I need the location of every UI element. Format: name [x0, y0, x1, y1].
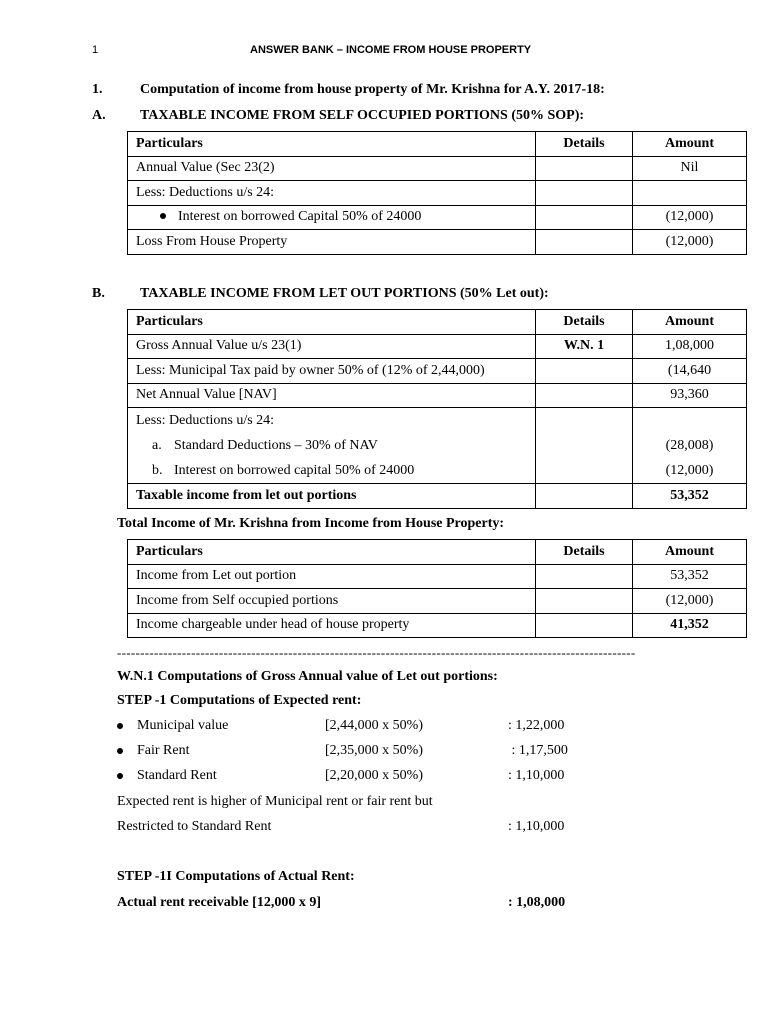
row-amount: (12,000)	[633, 205, 747, 230]
deduction-marker: b.	[152, 463, 163, 478]
list-item	[117, 743, 717, 759]
table-header-row	[128, 540, 747, 565]
row-particulars: Net Annual Value [NAV]	[128, 383, 536, 408]
deductions-label: Less: Deductions u/s 24:	[136, 413, 275, 428]
row-particulars: Income from Let out portion	[128, 564, 536, 589]
row-particulars: Income from Self occupied portions	[128, 589, 536, 614]
note-line-2: Restricted to Standard Rent	[117, 819, 272, 834]
item-calc: [2,35,000 x 50%)	[325, 743, 423, 758]
bullet-icon	[117, 748, 123, 754]
deduction-item	[136, 458, 527, 483]
item-label: Fair Rent	[137, 743, 190, 758]
divider-line: ----------------------------------------------------------------------------------------------------------------	[117, 645, 636, 660]
section-b-title: TAXABLE INCOME FROM LET OUT PORTIONS (50% Let out):	[140, 286, 549, 301]
header-details: Details	[536, 310, 633, 335]
row-amount: 53,352	[633, 564, 747, 589]
page-header	[0, 44, 768, 60]
actual-rent-label: Actual rent receivable [12,000 x 9]	[117, 895, 321, 910]
row-particulars-text: Interest on borrowed Capital 50% of 24000	[178, 209, 422, 225]
row-details	[536, 613, 633, 638]
row-details	[536, 484, 633, 509]
let-out-table	[127, 309, 747, 509]
row-details	[536, 181, 633, 206]
bullet-icon	[160, 213, 166, 219]
header-particulars: Particulars	[128, 540, 536, 565]
table-row	[128, 613, 747, 638]
row-particulars: Loss From House Property	[128, 230, 536, 255]
row-particulars: Income chargeable under head of house property	[128, 613, 536, 638]
row-particulars	[128, 205, 536, 230]
total-income-title: Total Income of Mr. Krishna from Income from House Property:	[117, 516, 505, 531]
page-number: 1	[92, 44, 99, 56]
item-value: : 1,17,500	[508, 743, 568, 758]
header-amount: Amount	[633, 540, 747, 565]
row-details	[536, 383, 633, 408]
table-row	[128, 359, 747, 384]
row-amount: 1,08,000	[633, 334, 747, 359]
table-row	[128, 334, 747, 359]
section-a-title: TAXABLE INCOME FROM SELF OCCUPIED PORTIONS (50% SOP):	[140, 108, 585, 123]
deduction-amount: (28,008)	[665, 438, 714, 453]
item-calc: [2,44,000 x 50%)	[325, 718, 423, 733]
item-value: : 1,10,000	[508, 768, 565, 783]
row-details: W.N. 1	[536, 334, 633, 359]
bullet-icon	[117, 773, 123, 779]
note-line-1: Expected rent is higher of Municipal rent or fair rent but	[117, 794, 433, 809]
question-number: 1.	[92, 82, 103, 97]
note-value: : 1,10,000	[508, 819, 565, 834]
row-details	[536, 564, 633, 589]
row-details	[536, 156, 633, 181]
deduction-text: Interest on borrowed capital 50% of 24000	[174, 463, 415, 478]
row-particulars: Gross Annual Value u/s 23(1)	[128, 334, 536, 359]
row-details	[536, 205, 633, 230]
deduction-marker: a.	[152, 438, 162, 453]
header-particulars: Particulars	[128, 132, 536, 157]
row-particulars: Less: Deductions u/s 24:	[128, 181, 536, 206]
row-amount	[633, 408, 747, 484]
row-amount: (14,640	[633, 359, 747, 384]
row-particulars: Less: Municipal Tax paid by owner 50% of (12% of 2,44,000)	[128, 359, 536, 384]
wn1-title: W.N.1 Computations of Gross Annual value of Let out portions:	[117, 669, 498, 684]
deduction-text: Standard Deductions – 30% of NAV	[174, 438, 378, 453]
header-amount: Amount	[633, 310, 747, 335]
row-amount: 41,352	[633, 613, 747, 638]
row-amount: 93,360	[633, 383, 747, 408]
bullet-icon	[117, 723, 123, 729]
total-income-table	[127, 539, 747, 638]
header-details: Details	[536, 132, 633, 157]
deduction-item	[136, 433, 527, 458]
table-row	[128, 205, 747, 230]
row-amount: (12,000)	[633, 230, 747, 255]
section-a-letter: A.	[92, 108, 106, 123]
item-value: : 1,22,000	[508, 718, 565, 733]
header-amount: Amount	[633, 132, 747, 157]
question-text: Computation of income from house property of Mr. Krishna for A.Y. 2017-18:	[140, 82, 605, 97]
table-row	[128, 230, 747, 255]
row-amount	[633, 181, 747, 206]
table-row	[128, 408, 747, 484]
row-amount: Nil	[633, 156, 747, 181]
actual-rent-value: : 1,08,000	[508, 895, 566, 910]
row-details	[536, 359, 633, 384]
self-occupied-table	[127, 131, 747, 255]
table-row	[128, 589, 747, 614]
total-label: Taxable income from let out portions	[128, 484, 536, 509]
item-label: Standard Rent	[137, 768, 217, 783]
table-row	[128, 383, 747, 408]
table-header-row	[128, 310, 747, 335]
step2-title: STEP -1I Computations of Actual Rent:	[117, 869, 355, 884]
row-details	[536, 408, 633, 484]
table-row	[128, 156, 747, 181]
section-b-letter: B.	[92, 286, 105, 301]
table-row	[128, 564, 747, 589]
table-row	[128, 181, 747, 206]
item-calc: [2,20,000 x 50%)	[325, 768, 423, 783]
list-item	[117, 718, 717, 734]
header-particulars: Particulars	[128, 310, 536, 335]
step1-title: STEP -1 Computations of Expected rent:	[117, 693, 362, 708]
row-details	[536, 230, 633, 255]
table-header-row	[128, 132, 747, 157]
total-amount: 53,352	[633, 484, 747, 509]
header-details: Details	[536, 540, 633, 565]
page-header-title: ANSWER BANK – INCOME FROM HOUSE PROPERTY	[250, 44, 532, 56]
list-item	[117, 768, 717, 784]
table-row	[128, 484, 747, 509]
item-label: Municipal value	[137, 718, 229, 733]
row-particulars	[128, 408, 536, 484]
row-amount: (12,000)	[633, 589, 747, 614]
deduction-amount: (12,000)	[665, 463, 714, 478]
row-particulars: Annual Value (Sec 23(2)	[128, 156, 536, 181]
row-details	[536, 589, 633, 614]
